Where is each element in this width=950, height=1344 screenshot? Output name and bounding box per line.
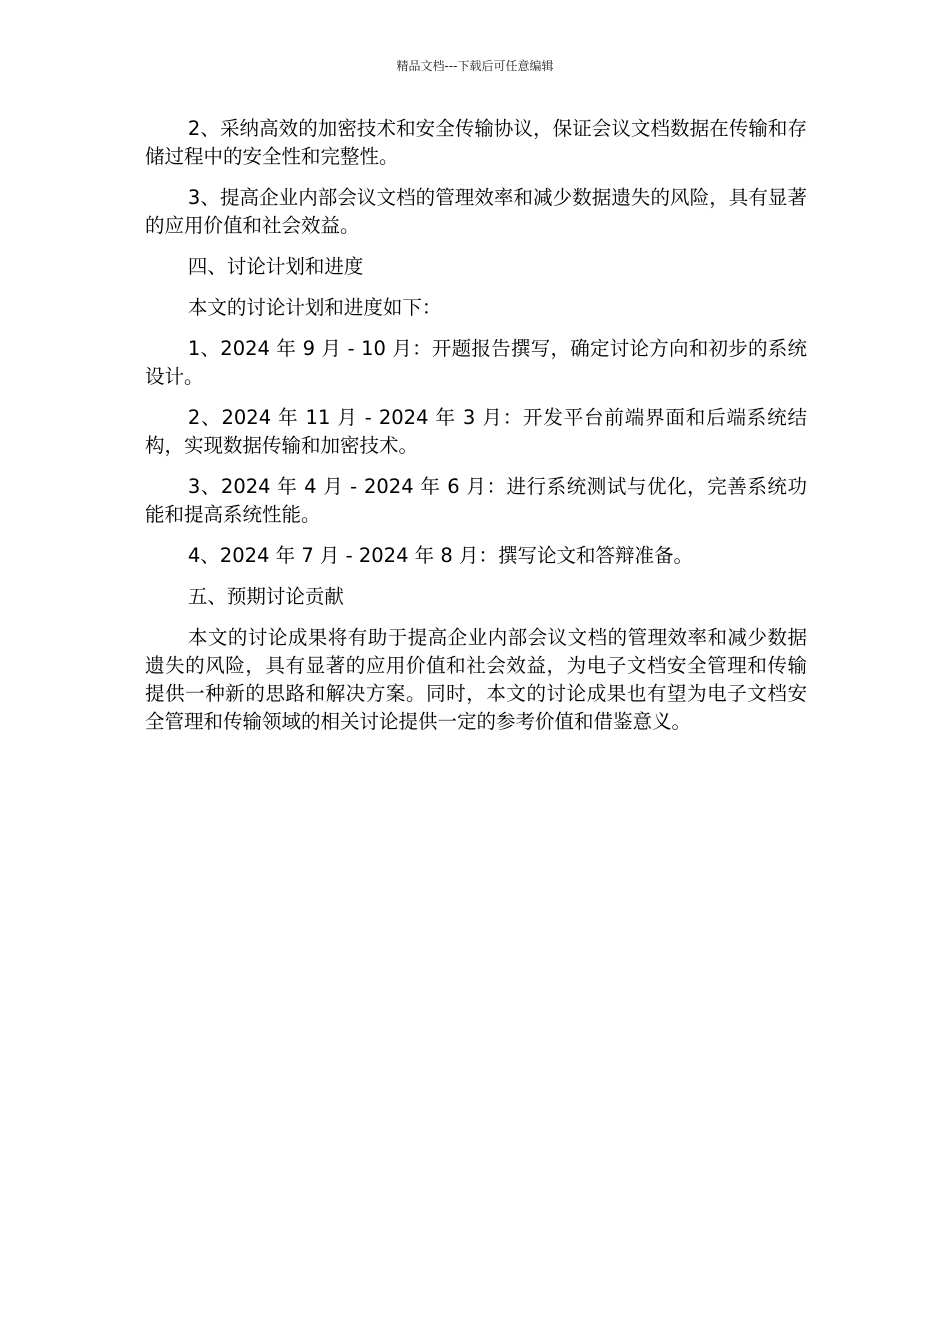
paragraph-contribution: 本文的讨论成果将有助于提高企业内部会议文档的管理效率和减少数据遗失的风险，具有显著的应用价值和社会效益，为电子文档安全管理和传输提供一种新的思路和解决方案。同时，本文的讨论成果也有望为电子文档安全管理和传输领域的相关讨论提供一定的参考价值和借鉴意义。 [145,626,807,733]
section-heading-plan: 四、讨论计划和进度 [187,255,364,278]
paragraph-plan-step-2: 2、2024 年 11 月 - 2024 年 3 月：开发平台前端界面和后端系统结构，实现数据传输和加密技术。 [145,406,807,457]
paragraph-plan-step-4: 4、2024 年 7 月 - 2024 年 8 月：撰写论文和答辩准备。 [187,544,693,567]
paragraph-plan-step-1: 1、2024 年 9 月 - 10 月：开题报告撰写，确定讨论方向和初步的系统设计。 [145,337,807,388]
paragraph-plan-intro: 本文的讨论计划和进度如下： [187,296,442,319]
paragraph-plan-step-3: 3、2024 年 4 月 - 2024 年 6 月：进行系统测试与优化，完善系统功能和提高系统性能。 [145,475,807,526]
section-heading-contribution: 五、预期讨论贡献 [187,585,344,608]
document-body [145,115,807,749]
paragraph-goal-3: 3、提高企业内部会议文档的管理效率和减少数据遗失的风险，具有显著的应用价值和社会效益。 [145,186,807,237]
paragraph-goal-2: 2、采纳高效的加密技术和安全传输协议，保证会议文档数据在传输和存储过程中的安全性和完整性。 [145,117,807,168]
page-header: 精品文档---下载后可任意编辑 [396,59,554,73]
